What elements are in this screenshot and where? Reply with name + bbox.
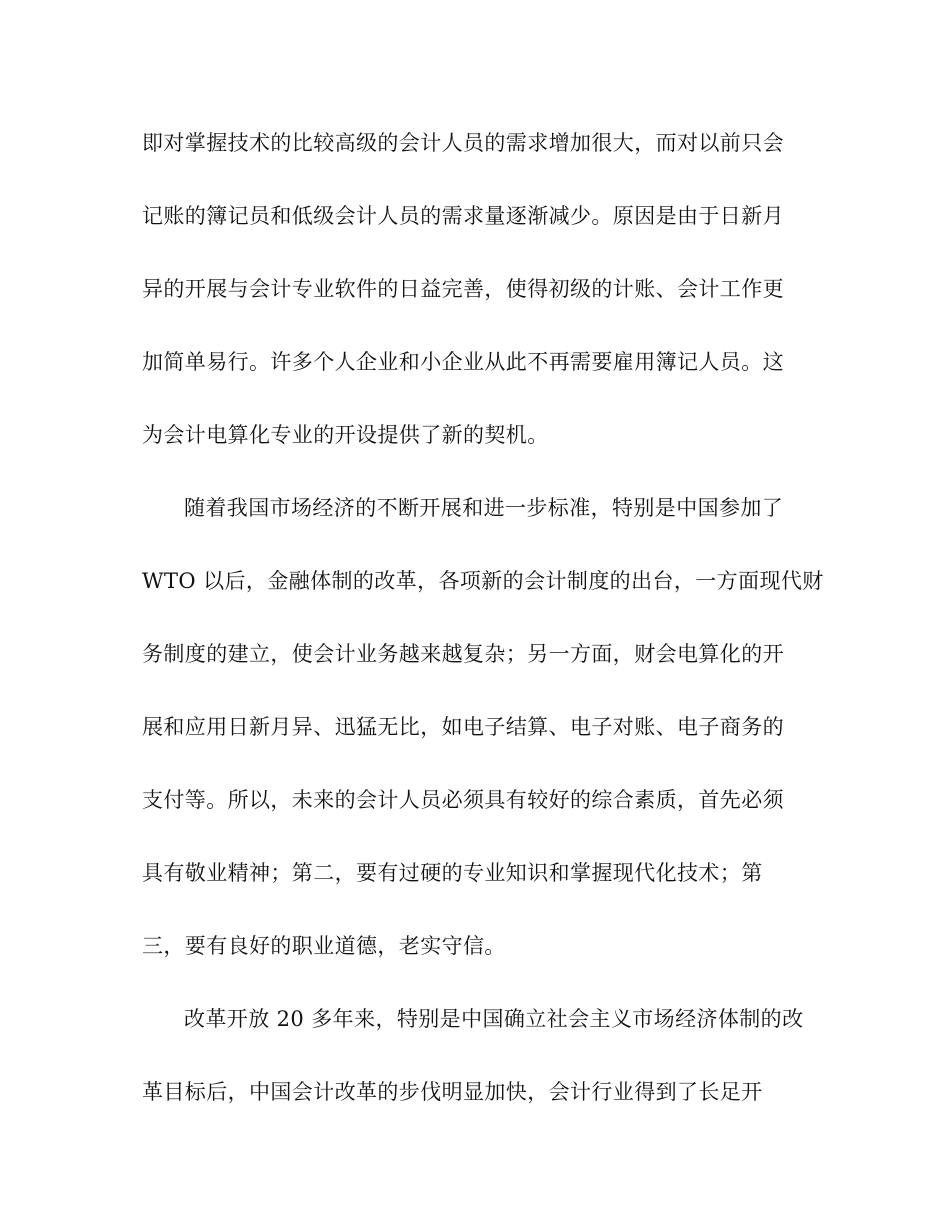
text-line: 异的开展与会计专业软件的日益完善，使得初级的计账、会计工作更 [142,277,784,301]
text-line: WTO 以后，金融体制的改革，各项新的会计制度的出台，一方面现代财 [142,569,824,593]
text-line: 改革开放 20 多年来，特别是中国确立社会主义市场经济体制的改 [184,1007,804,1031]
text-line: 三，要有良好的职业道德，老实守信。 [142,934,506,958]
text-line: 加简单易行。许多个人企业和小企业从此不再需要雇用簿记人员。这 [142,350,784,374]
text-line: 记账的簿记员和低级会计人员的需求量逐渐减少。原因是由于日新月 [142,204,784,228]
text-line: 随着我国市场经济的不断开展和进一步标准，特别是中国参加了 [184,496,784,520]
text-line: 具有敬业精神；第二，要有过硬的专业知识和掌握现代化技术；第 [142,861,763,885]
text-line: 为会计电算化专业的开设提供了新的契机。 [142,423,549,447]
text-line: 革目标后，中国会计改革的步伐明显加快，会计行业得到了长足开 [142,1080,763,1104]
text-line: 务制度的建立，使会计业务越来越复杂；另一方面，财会电算化的开 [142,642,784,666]
text-line: 展和应用日新月异、迅猛无比，如电子结算、电子对账、电子商务的 [142,715,784,739]
text-line: 支付等。所以，未来的会计人员必须具有较好的综合素质，首先必须 [142,788,784,812]
text-line: 即对掌握技术的比较高级的会计人员的需求增加很大，而对以前只会 [142,131,784,155]
